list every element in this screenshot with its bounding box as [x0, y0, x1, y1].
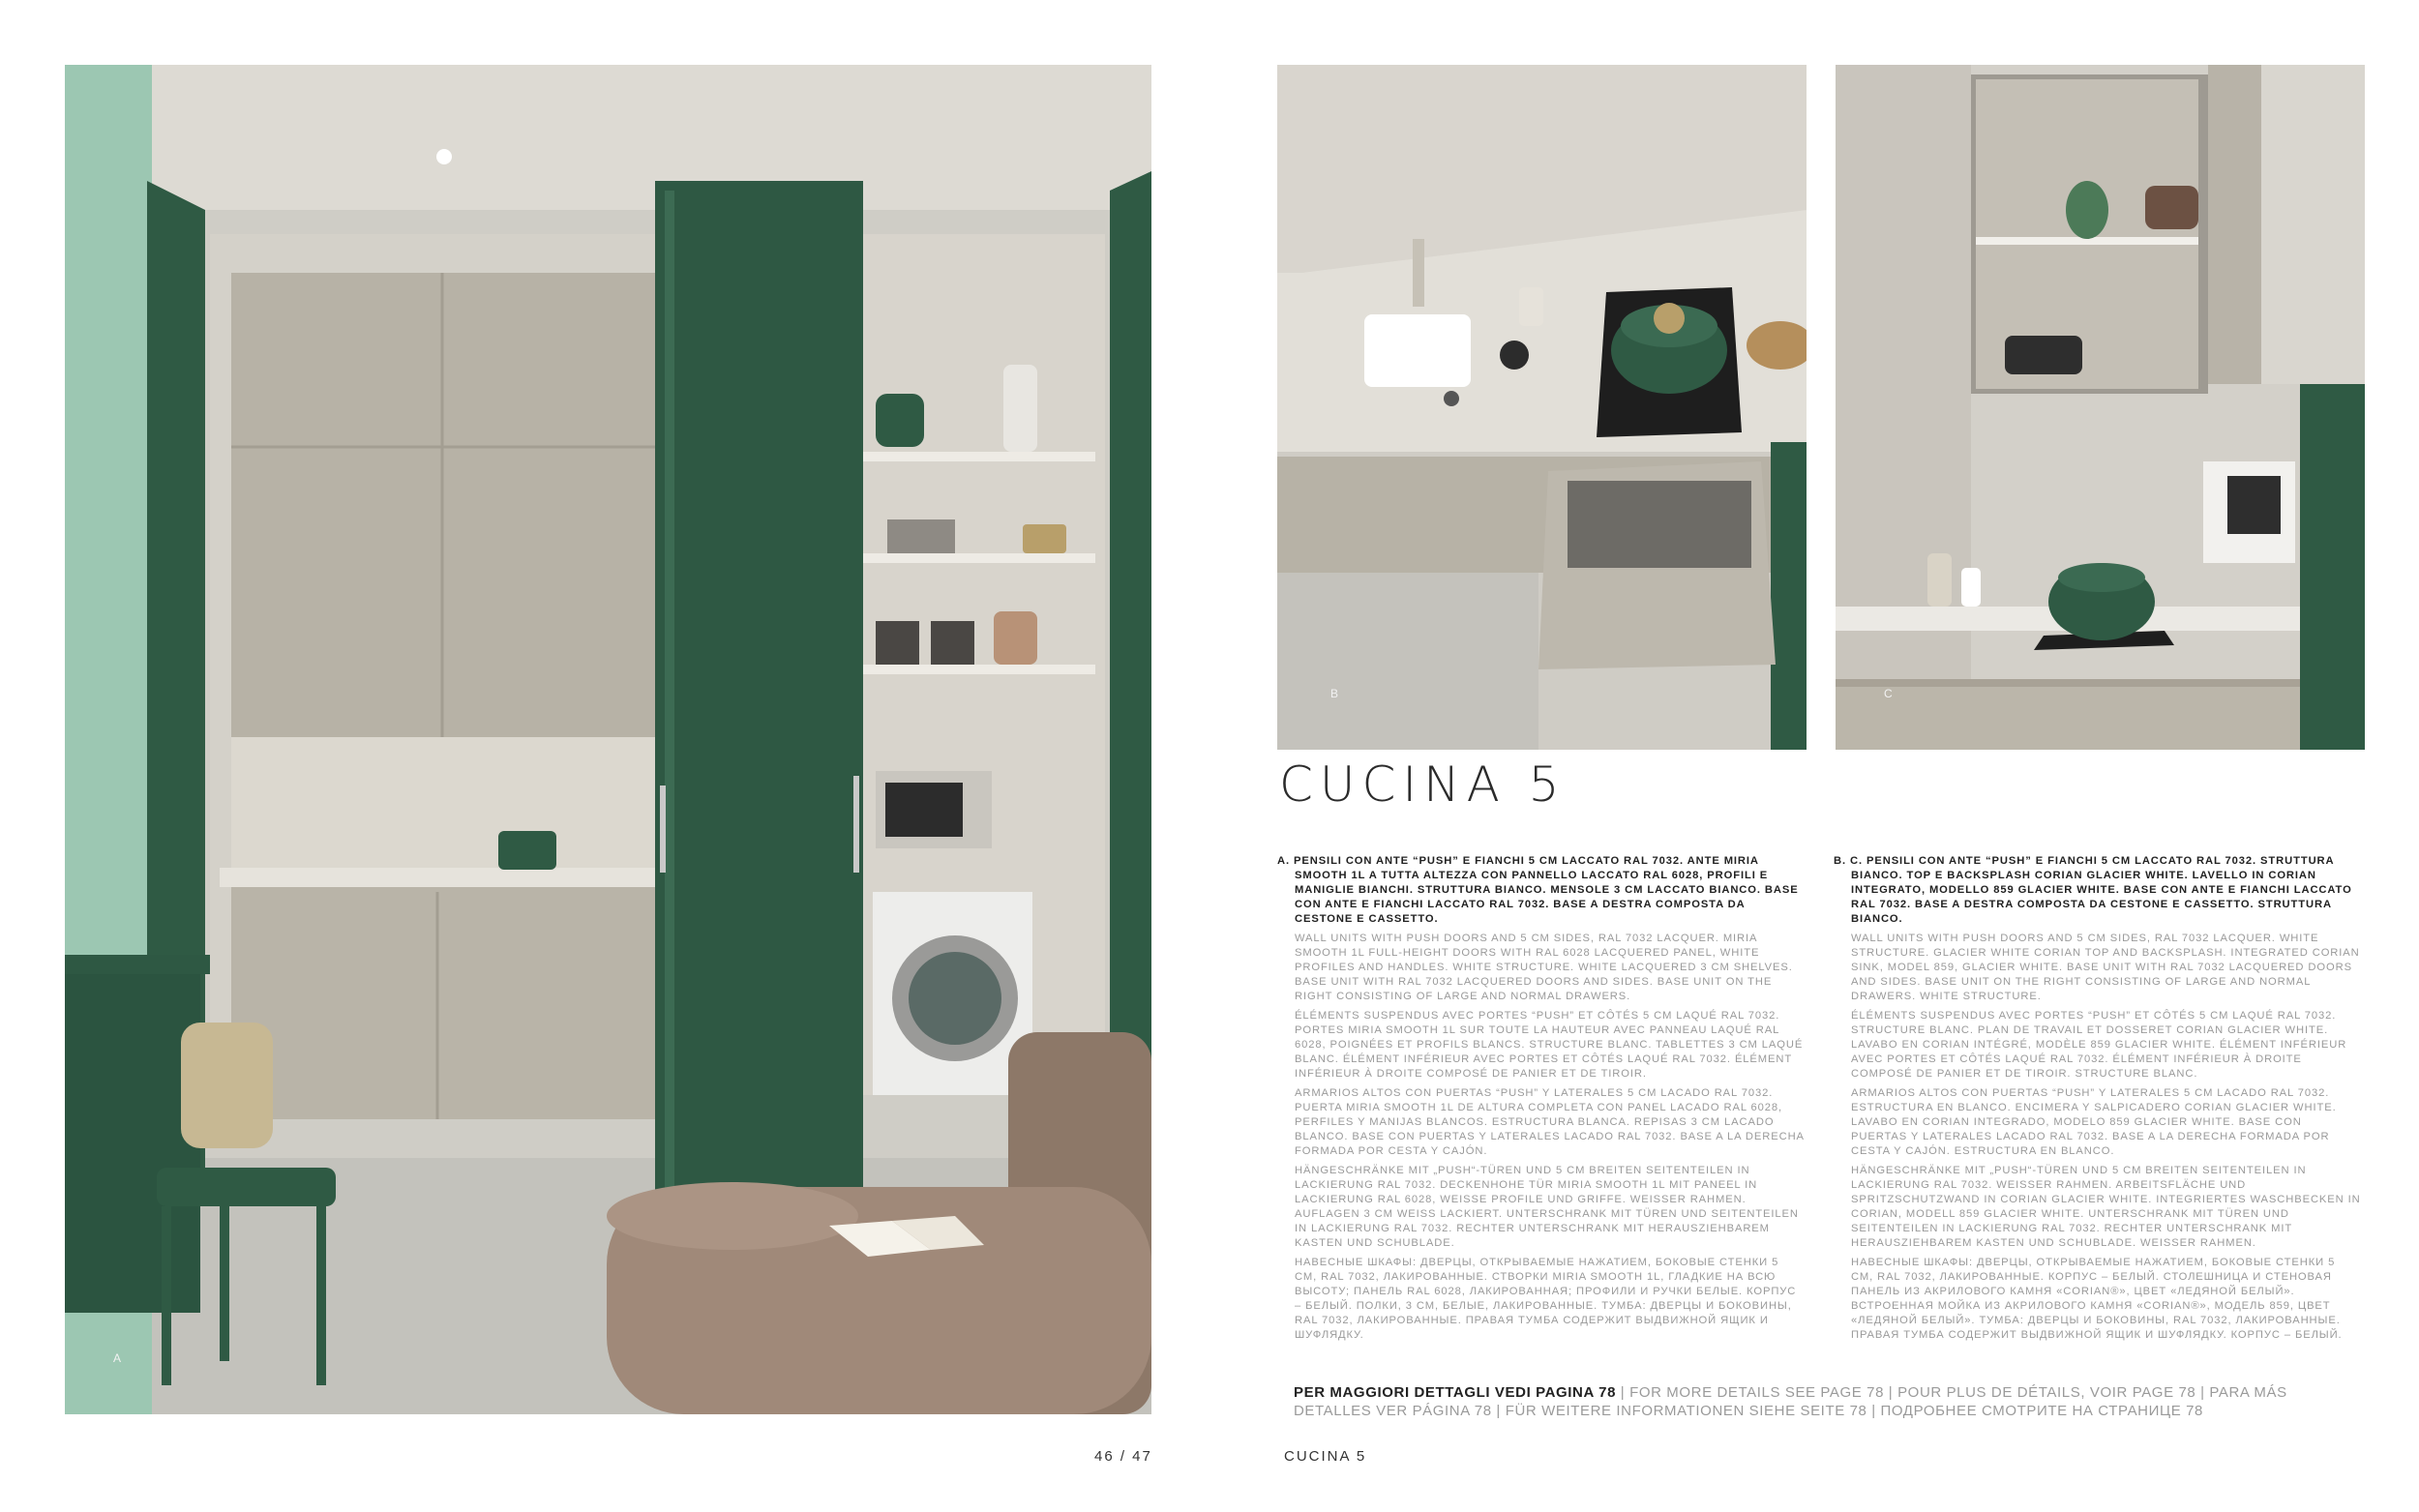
description-a-german: HÄNGESCHRÄNKE MIT „PUSH“-TÜREN UND 5 CM BREITEN SEITENTEILEN IN LACKIERUNG RAL 7032. DECKENHOHE TÜR MIRIA SMOOTH 1L MIT PANEEL IN LACKIERUNG RAL 6028, WEISSE PROFILE UND GRIFFE. WEISSER RAHMEN. AUFLAGEN 3 CM WEISS LACKIERT. UNTERSCHRANK MIT TÜREN UND SEITENTEILEN IN LACKIERUNG RAL 7032. RECHTER UNTERSCHRANK MIT HERAUSZIEHBAREM KASTEN UND SCHUBLADE. — [1295, 1165, 1799, 1249]
photo-b — [1277, 65, 1807, 750]
description-bc-german: HÄNGESCHRÄNKE MIT „PUSH“-TÜREN UND 5 CM BREITEN SEITENTEILEN IN LACKIERUNG RAL 7032. WEISSER RAHMEN. ARBEITSFLÄCHE UND SPRITZSCHUTZWAND IN CORIAN GLACIER WHITE. INTEGRIERTES WASCHBECKEN IN CORIAN, MODELL 859 GLACIER WHITE. UNTERSCHRANK MIT TÜREN UND SEITENTEILEN IN LACKIERUNG RAL 7032. RECHTER UNTERSCHRANK MIT HERAUSZIEHBAREM KASTEN UND SCHUBLADE. WEISSER RAHMEN. — [1851, 1165, 2361, 1249]
photo-c-label: C — [1884, 687, 1894, 700]
kitchen-illustration-b — [1277, 65, 1807, 750]
description-a-english: WALL UNITS WITH PUSH DOORS AND 5 CM SIDES, RAL 7032 LACQUER. MIRIA SMOOTH 1L FULL-HEIGHT DOORS WITH RAL 6028 LACQUERED PANEL, WHITE PROFILES AND HANDLES. WHITE STRUCTURE. WHITE LACQUERED 3 CM SHELVES. BASE UNIT WITH RAL 7032 LACQUERED DOORS AND SIDES. BASE UNIT ON THE RIGHT CONSISTING OF LARGE AND NORMAL DRAWERS. — [1295, 933, 1793, 1002]
description-a-russian: НАВЕСНЫЕ ШКАФЫ: ДВЕРЦЫ, ОТКРЫВАЕМЫЕ НАЖАТИЕМ, БОКОВЫЕ СТЕНКИ 5 СМ, RAL 7032, ЛАКИРОВАННЫЕ. СТВОРКИ MIRIA SMOOTH 1L, ГЛАДКИЕ НА ВСЮ ВЫСОТУ; ПАНЕЛЬ RAL 6028, ЛАКИРОВАННАЯ; ПРОФИЛИ И РУЧКИ БЕЛЫЕ. КОРПУС – БЕЛЫЙ. ПОЛКИ, 3 СМ, БЕЛЫЕ, ЛАКИРОВАННЫЕ. ТУМБА: ДВЕРЦЫ И БОКОВИНЫ, RAL 7032, ЛАКИРОВАННЫЕ. ПРАВАЯ ТУМБА СОДЕРЖИТ ВЫДВИЖНОЙ ЯЩИК И ШУФЛЯДКУ. — [1295, 1257, 1797, 1341]
photo-a-label: A — [113, 1351, 123, 1365]
description-a-italian: A. PENSILI CON ANTE “PUSH” E FIANCHI 5 CM LACCATO RAL 7032. ANTE MIRIA SMOOTH 1L A TUTTA ALTEZZA CON PANNELLO LACCATO RAL 6028, PROFILI E MANIGLIE BIANCHI. STRUTTURA BIANCO. MENSOLE 3 CM LACCATO BIANCO. BASE CON ANTE E FIANCHI LACCATO RAL 7032. BASE A DESTRA COMPOSTA DA CESTONE E CASSETTO. — [1277, 855, 1799, 925]
description-bc-russian: НАВЕСНЫЕ ШКАФЫ: ДВЕРЦЫ, ОТКРЫВАЕМЫЕ НАЖАТИЕМ, БОКОВЫЕ СТЕНКИ 5 СМ, RAL 7032, ЛАКИРОВАННЫЕ. КОРПУС – БЕЛЫЙ. СТОЛЕШНИЦА И СТЕНОВАЯ ПАНЕЛЬ ИЗ АКРИЛОВОГО КАМНЯ «CORIAN®», ЦВЕТ «ЛЕДЯНОЙ БЕЛЫЙ». ВСТРОЕННАЯ МОЙКА ИЗ АКРИЛОВОГО КАМНЯ «CORIAN®», МОДЕЛЬ 859, ЦВЕТ «ЛЕДЯНОЙ БЕЛЫЙ». ТУМБА: ДВЕРЦЫ И БОКОВИНЫ, RAL 7032, ЛАКИРОВАННЫЕ. ПРАВАЯ ТУМБА СОДЕРЖИТ ВЫДВИЖНОЙ ЯЩИК И ШУФЛЯДКУ. КОРПУС – БЕЛЫЙ. — [1851, 1257, 2343, 1341]
description-a-french: ÉLÉMENTS SUSPENDUS AVEC PORTES “PUSH” ET CÔTÉS 5 CM LAQUÉ RAL 7032. PORTES MIRIA SMOOTH 1L SUR TOUTE LA HAUTEUR AVEC PANNEAU LAQUÉ RAL 6028, POIGNÉES ET PROFILS BLANCS. STRUCTURE BLANC. TABLETTES 3 CM LAQUÉ BLANC. ÉLÉMENT INFÉRIEUR AVEC PORTES ET CÔTÉS LAQUÉ RAL 7032. ÉLÉMENT INFÉRIEUR À DROITE COMPOSÉ DE PANIER ET DE TIROIR. — [1295, 1010, 1804, 1080]
description-bc-french: ÉLÉMENTS SUSPENDUS AVEC PORTES “PUSH” ET CÔTÉS 5 CM LAQUÉ RAL 7032. STRUCTURE BLANC. PLAN DE TRAVAIL ET DOSSERET CORIAN GLACIER WHITE. LAVABO EN CORIAN INTÉGRÉ, MODÈLE 859 GLACIER WHITE. ÉLÉMENT INFÉRIEUR AVEC PORTES ET CÔTÉS LAQUÉ RAL 7032. ÉLÉMENT INFÉRIEUR À DROITE COMPOSÉ DE PANIER ET DE TIROIR. STRUCTURE BLANC. — [1851, 1010, 2347, 1080]
photo-b-label: B — [1330, 687, 1340, 700]
photo-c — [1836, 65, 2365, 750]
description-bc-english: WALL UNITS WITH PUSH DOORS AND 5 CM SIDES, RAL 7032 LACQUER. WHITE STRUCTURE. GLACIER WHITE CORIAN TOP AND BACKSPLASH. INTEGRATED CORIAN SINK, MODEL 859, GLACIER WHITE. BASE UNIT WITH RAL 7032 LACQUERED DOORS AND SIDES. BASE UNIT ON THE RIGHT CONSISTING OF LARGE AND NORMAL DRAWERS. WHITE STRUCTURE. — [1851, 933, 2360, 1002]
section-label: CUCINA 5 — [1284, 1448, 1367, 1465]
kitchen-illustration-a — [65, 65, 1151, 1414]
photo-a — [65, 65, 1151, 1414]
description-column-a — [1277, 854, 1805, 1343]
page-title: CUCINA 5 — [1279, 756, 1567, 813]
kitchen-illustration-c — [1836, 65, 2365, 750]
description-a-spanish: ARMARIOS ALTOS CON PUERTAS “PUSH” Y LATERALES 5 CM LACADO RAL 7032. PUERTA MIRIA SMOOTH 1L DE ALTURA COMPLETA CON PANEL LACADO RAL 6028, PERFILES Y MANIJAS BLANCOS. ESTRUCTURA BLANCA. REPISAS 3 CM LACADO BLANCO. BASE CON PUERTAS Y LATERALES LACADO RAL 7032. BASE A LA DERECHA FORMADA POR CESTA Y CAJÓN. — [1295, 1087, 1805, 1157]
description-bc-italian: B. C. PENSILI CON ANTE “PUSH” E FIANCHI 5 CM LACCATO RAL 7032. STRUTTURA BIANCO. TOP E BACKSPLASH CORIAN GLACIER WHITE. LAVELLO IN CORIAN INTEGRATO, MODELLO 859 GLACIER WHITE. BASE CON ANTE E FIANCHI LACCATO RAL 7032. BASE A DESTRA COMPOSTA DA CESTONE E CASSETTO. STRUTTURA BIANCO. — [1834, 855, 2352, 925]
description-column-bc — [1834, 854, 2361, 1343]
description-bc-spanish: ARMARIOS ALTOS CON PUERTAS “PUSH” Y LATERALES 5 CM LACADO RAL 7032. ESTRUCTURA EN BLANCO. ENCIMERA Y SALPICADERO CORIAN GLACIER WHITE. LAVABO EN CORIAN INTEGRADO, MODELO 859 GLACIER WHITE. BASE CON PUERTAS Y LATERALES LACADO RAL 7032. BASE A LA DERECHA FORMADA POR CESTA Y CAJÓN. ESTRUCTURA EN BLANCO. — [1851, 1087, 2337, 1157]
details-footnote-italian: PER MAGGIORI DETTAGLI VEDI PAGINA 78 — [1294, 1384, 1617, 1401]
page-number: 46 / 47 — [1094, 1448, 1152, 1465]
details-footnote-translations: | FOR MORE DETAILS SEE PAGE 78 | POUR PLUS DE DÉTAILS, VOIR PAGE 78 | PARA MÁS DETALLES VER PÁGINA 78 | FÜR WEITERE INFORMATIONEN SIEHE SEITE 78 | ПОДРОБНЕЕ СМОТРИТЕ НА СТРАНИЦЕ 78 — [1294, 1384, 2287, 1419]
details-footnote — [1294, 1383, 2368, 1420]
